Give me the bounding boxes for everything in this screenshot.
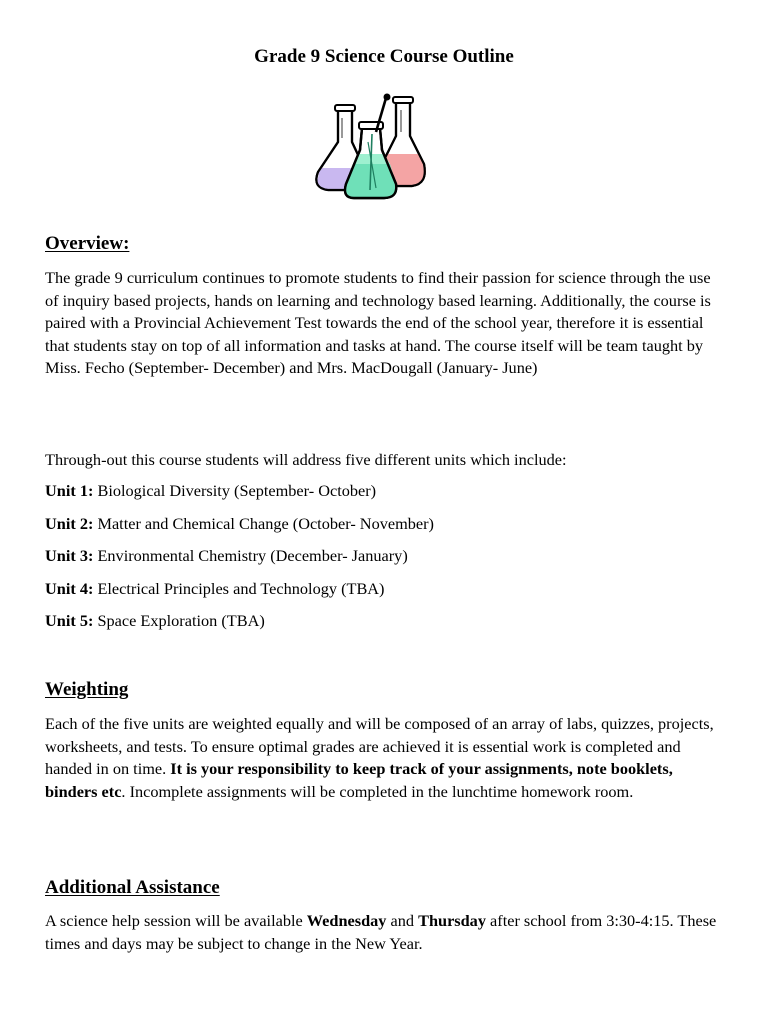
- overview-heading: Overview:: [45, 233, 130, 254]
- unit-item: [45, 546, 408, 566]
- weighting-text: Each of the five units are weighted equally and will be composed of an array of labs, quizzes, projects, worksheets, and tests. To ensure optimal grades are achieved it is essential work is completed and handed in on time.: [45, 714, 714, 779]
- assistance-paragraph: [45, 910, 725, 955]
- unit-text: Electrical Principles and Technology (TBA): [97, 579, 385, 598]
- assistance-text: A science help session will be available: [45, 911, 303, 930]
- unit-text: Biological Diversity (September- October): [97, 481, 377, 500]
- weighting-text-end: . Incomplete assignments will be completed in the lunchtime homework room.: [121, 781, 634, 801]
- weighting-emphasis: It is your responsibility to keep track of your assignments, note booklets, binders etc: [45, 759, 673, 801]
- assistance-day-1: Wednesday: [306, 911, 387, 930]
- unit-text: Space Exploration (TBA): [97, 611, 265, 630]
- document-title: Grade 9 Science Course Outline: [254, 46, 514, 67]
- weighting-paragraph: [45, 713, 725, 803]
- unit-label: Unit 3:: [45, 546, 94, 565]
- unit-item: [45, 481, 376, 501]
- unit-item: [45, 611, 265, 631]
- unit-text: Matter and Chemical Change (October- November): [97, 514, 434, 533]
- assistance-day-2: Thursday: [418, 911, 486, 930]
- unit-item: [45, 514, 434, 534]
- unit-label: Unit 1:: [45, 481, 94, 500]
- chemistry-flasks-icon: [310, 92, 440, 204]
- weighting-heading: Weighting: [45, 679, 129, 700]
- unit-label: Unit 4:: [45, 579, 94, 598]
- unit-label: Unit 2:: [45, 514, 94, 533]
- assistance-heading: Additional Assistance: [45, 877, 220, 898]
- assistance-and: and: [390, 911, 415, 930]
- unit-label: Unit 5:: [45, 611, 94, 630]
- unit-text: Environmental Chemistry (December- January): [97, 546, 408, 565]
- assistance-text-end: after school from 3:30-4:15. These times and days may be subject to change in the New Year.: [45, 911, 717, 953]
- overview-paragraph: The grade 9 curriculum continues to promote students to find their passion for science through the use of inquiry based projects, hands on learning and technology based learning. Additionally, the course is paired with a Provincial Achievement Test towards the end of the school year, therefore it is essential that students stay on top of all information and tasks at hand. The course itself will be team taught by Miss. Fecho (September- December) and Mrs. MacDougall (January- June): [45, 268, 711, 378]
- unit-item: [45, 579, 384, 599]
- units-intro: Through-out this course students will address five different units which include:: [45, 450, 567, 469]
